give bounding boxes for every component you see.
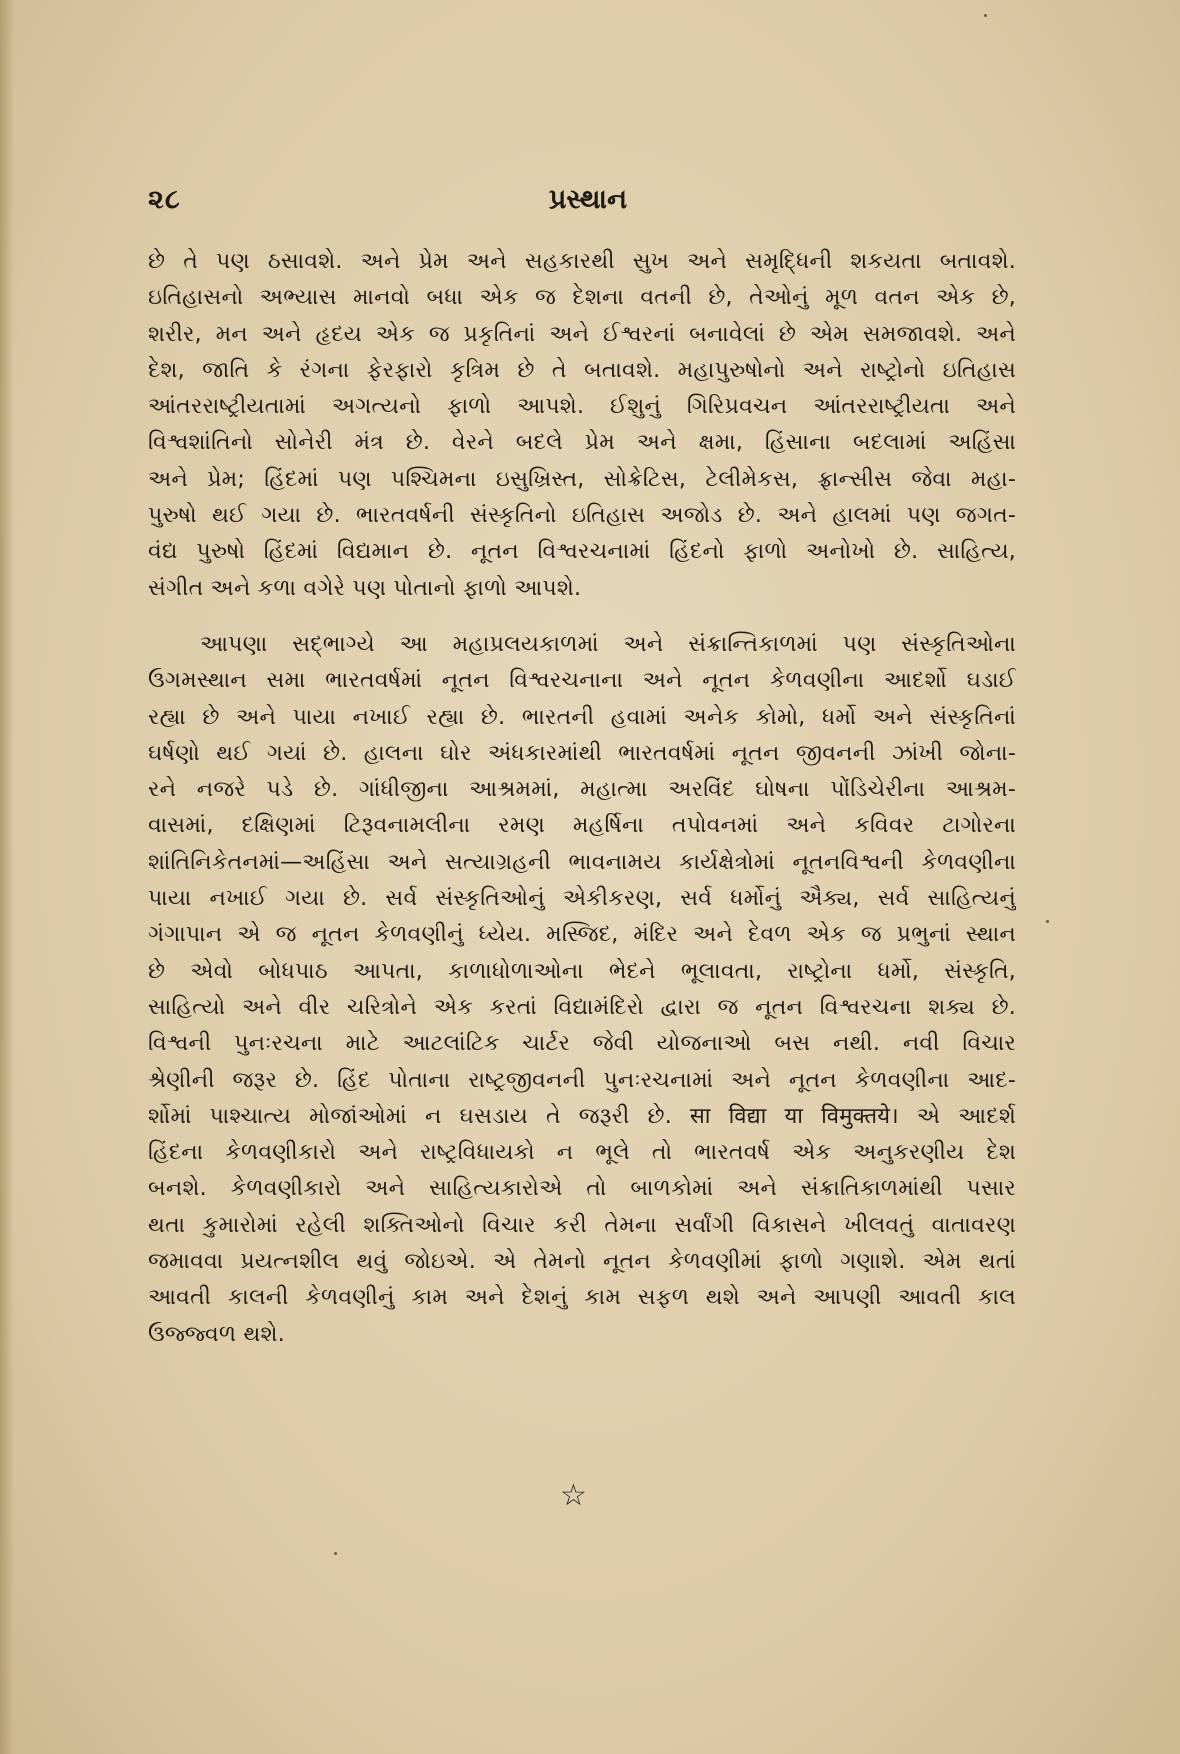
text-line: અને પ્રેમ; હિંદમાં પણ પશ્ચિમના ઇસુખ્રિસ્ત, સોક્રેટિસ, ટેલીમેકસ, ફ્રાન્સીસ જેવા મહા- bbox=[148, 466, 1016, 492]
text-line: આવતી કાલની કેળવણીનું કામ અને દેશનું કામ સફળ થશે અને આપણી આવતી કાલ bbox=[148, 1285, 1016, 1311]
body-text bbox=[148, 244, 1016, 1353]
text-line: ઉગમસ્થાન સમા ભારતવર્ષમાં નૂતન વિશ્વરચનાના અને નૂતન કેળવણીના આદર્શો ઘડાઈ bbox=[148, 668, 1016, 694]
text-line: ર્શોમાં પાશ્ચાત્ય મોજાંઓમાં ન ઘસડાય તે જરૂરી છે. सा विद्या या विमुक्तये। એ આદર્શ bbox=[148, 1103, 1016, 1129]
text-line: રહ્યા છે અને પાયા નખાઈ રહ્યા છે. ભારતની હવામાં અનેક કોમો, ધર્મો અને સંસ્કૃતિનાં bbox=[148, 704, 1016, 730]
text-line: ઘર્ષણો થઈ ગયાં છે. હાલના ઘોર અંધકારમાંથી ભારતવર્ષમાં નૂતન જીવનની ઝાંખી જોના- bbox=[148, 740, 1016, 766]
text-line: છે તે પણ ઠસાવશે. અને પ્રેમ અને સહકારથી સુખ અને સમૃદ્ધિની શકયતા બતાવશે. bbox=[148, 249, 1016, 274]
page-header bbox=[148, 184, 1028, 224]
text-line: પુરુષો થઈ ગયા છે. ભારતવર્ષની સંસ્કૃતિનો ઇતિહાસ અજોડ છે. અને હાલમાં પણ જગત- bbox=[148, 503, 1016, 529]
star-ornament-icon: ☆ bbox=[560, 1478, 587, 1513]
text-line: રને નજરે પડે છે. ગાંધીજીના આશ્રમમાં, મહાત્મા અરવિંદ ઘોષના પોંડિચેરીના આશ્રમ- bbox=[148, 777, 1016, 803]
text-line: બનશે. કેળવણીકારો અને સાહિત્યકારોએ તો બાળકોમાં અને સંક્રાતિકાળમાંથી પસાર bbox=[148, 1176, 1016, 1202]
text-line: ઉજ્જ્વળ થશે. bbox=[148, 1321, 285, 1347]
page-number: ૨૮ bbox=[148, 184, 181, 215]
text-line: આપણા સદ્ભાગ્યે આ મહાપ્રલયકાળમાં અને સંક્રાન્તિકાળમાં પણ સંસ્કૃતિઓના bbox=[200, 631, 1016, 657]
text-line: છે એવો બોધપાઠ આપતા, કાળાધોળાઓના ભેદને ભૂલાવતા, રાષ્ટ્રોના ધર્મો, સંસ્કૃતિ, bbox=[148, 958, 1016, 984]
paragraph-2 bbox=[148, 627, 1016, 1353]
text-line: સંગીત અને કળા વગેરે પણ પોતાનો ફાળો આપશે. bbox=[148, 575, 582, 601]
text-line: ઇતિહાસનો અભ્યાસ માનવો બધા એક જ દેશના વતની છે, તેઓનું મૂળ વતન એક છે, bbox=[148, 285, 1016, 311]
text-line: ગંગાપાન એ જ નૂતન કેળવણીનું ધ્યેય. મસ્જિદ, મંદિર અને દેવળ એક જ પ્રભુનાં સ્થાન bbox=[148, 922, 1016, 948]
text-line: દેશ, જાતિ કે રંગના ફેરફારો કૃત્રિમ છે તે બતાવશે. મહાપુરુષોનો અને રાષ્ટ્રોનો ઇતિહાસ bbox=[148, 357, 1016, 383]
text-line: વિશ્વશાંતિનો સોનેરી મંત્ર છે. વેરને બદલે પ્રેમ અને ક્ષમા, હિંસાના બદલામાં અહિંસા bbox=[148, 430, 1016, 456]
text-line: સાહિત્યો અને વીર ચરિત્રોને એક કરતાં વિદ્યામંદિરો દ્વારા જ નૂતન વિશ્વરચના શક્ય છે. bbox=[148, 994, 1016, 1020]
text-line: પાયા નખાઈ ગયા છે. સર્વ સંસ્કૃતિઓનું એકીકરણ, સર્વ ધર્મોનું ઐક્ય, સર્વ સાહિત્યનું bbox=[148, 886, 1016, 912]
paper-speck bbox=[984, 14, 987, 17]
text-line: શરીર, મન અને હૃદય એક જ પ્રકૃતિનાં અને ઈશ્વરનાં બનાવેલાં છે એમ સમજાવશે. અને bbox=[148, 321, 1016, 347]
paper-speck bbox=[1046, 920, 1049, 923]
text-line: શાંતિનિકેતનમાં—અહિંસા અને સત્યાગ્રહની ભાવનામય કાર્યક્ષેત્રોમાં નૂતનવિશ્વની કેળવણીના bbox=[148, 849, 1016, 875]
page-gutter-shadow bbox=[0, 0, 14, 1754]
paragraph-1 bbox=[148, 244, 1016, 607]
text-line: વાસમાં, દક્ષિણમાં ટિરૂવનામલીના રમણ મહર્ષિના તપોવનમાં અને કવિવર ટાગોરના bbox=[148, 813, 1016, 839]
text-line: વંદ્ય પુરુષો હિંદમાં વિદ્યમાન છે. નૂતન વિશ્વરચનામાં હિંદનો ફાળો અનોખો છે. સાહિત્ય, bbox=[148, 539, 1016, 565]
running-title: પ્રસ્થાન bbox=[548, 184, 628, 215]
text-line: હિંદના કેળવણીકારો અને રાષ્ટ્રવિધાયકો ન ભૂલે તો ભારતવર્ષ એક અનુકરણીય દેશ bbox=[148, 1140, 1016, 1166]
text-line: આંતરરાષ્ટ્રીયતામાં અગત્યનો ફાળો આપશે. ઈશુનું ગિરિપ્રવચન આંતરરાષ્ટ્રીયતા અને bbox=[148, 394, 1016, 420]
text-line: થતા કુમારોમાં રહેલી શક્તિઓનો વિચાર કરી તેમના સર્વાંગી વિકાસને ખીલવતું વાતાવરણ bbox=[148, 1212, 1016, 1238]
text-line: જમાવવા પ્રયત્નશીલ થવું જોઇએ. એ તેમનો નૂતન કેળવણીમાં ફાળો ગણાશે. એમ થતાં bbox=[148, 1249, 1016, 1275]
paper-speck bbox=[334, 1552, 337, 1555]
text-line: શ્રેણીની જરૂર છે. હિંદ પોતાના રાષ્ટ્રજીવનની પુનઃરચનામાં અને નૂતન કેળવણીના આદ- bbox=[148, 1067, 1016, 1093]
text-line: વિશ્વની પુનઃરચના માટે આટલાંટિક ચાર્ટર જેવી યોજનાઓ બસ નથી. નવી વિચાર bbox=[148, 1031, 1016, 1057]
